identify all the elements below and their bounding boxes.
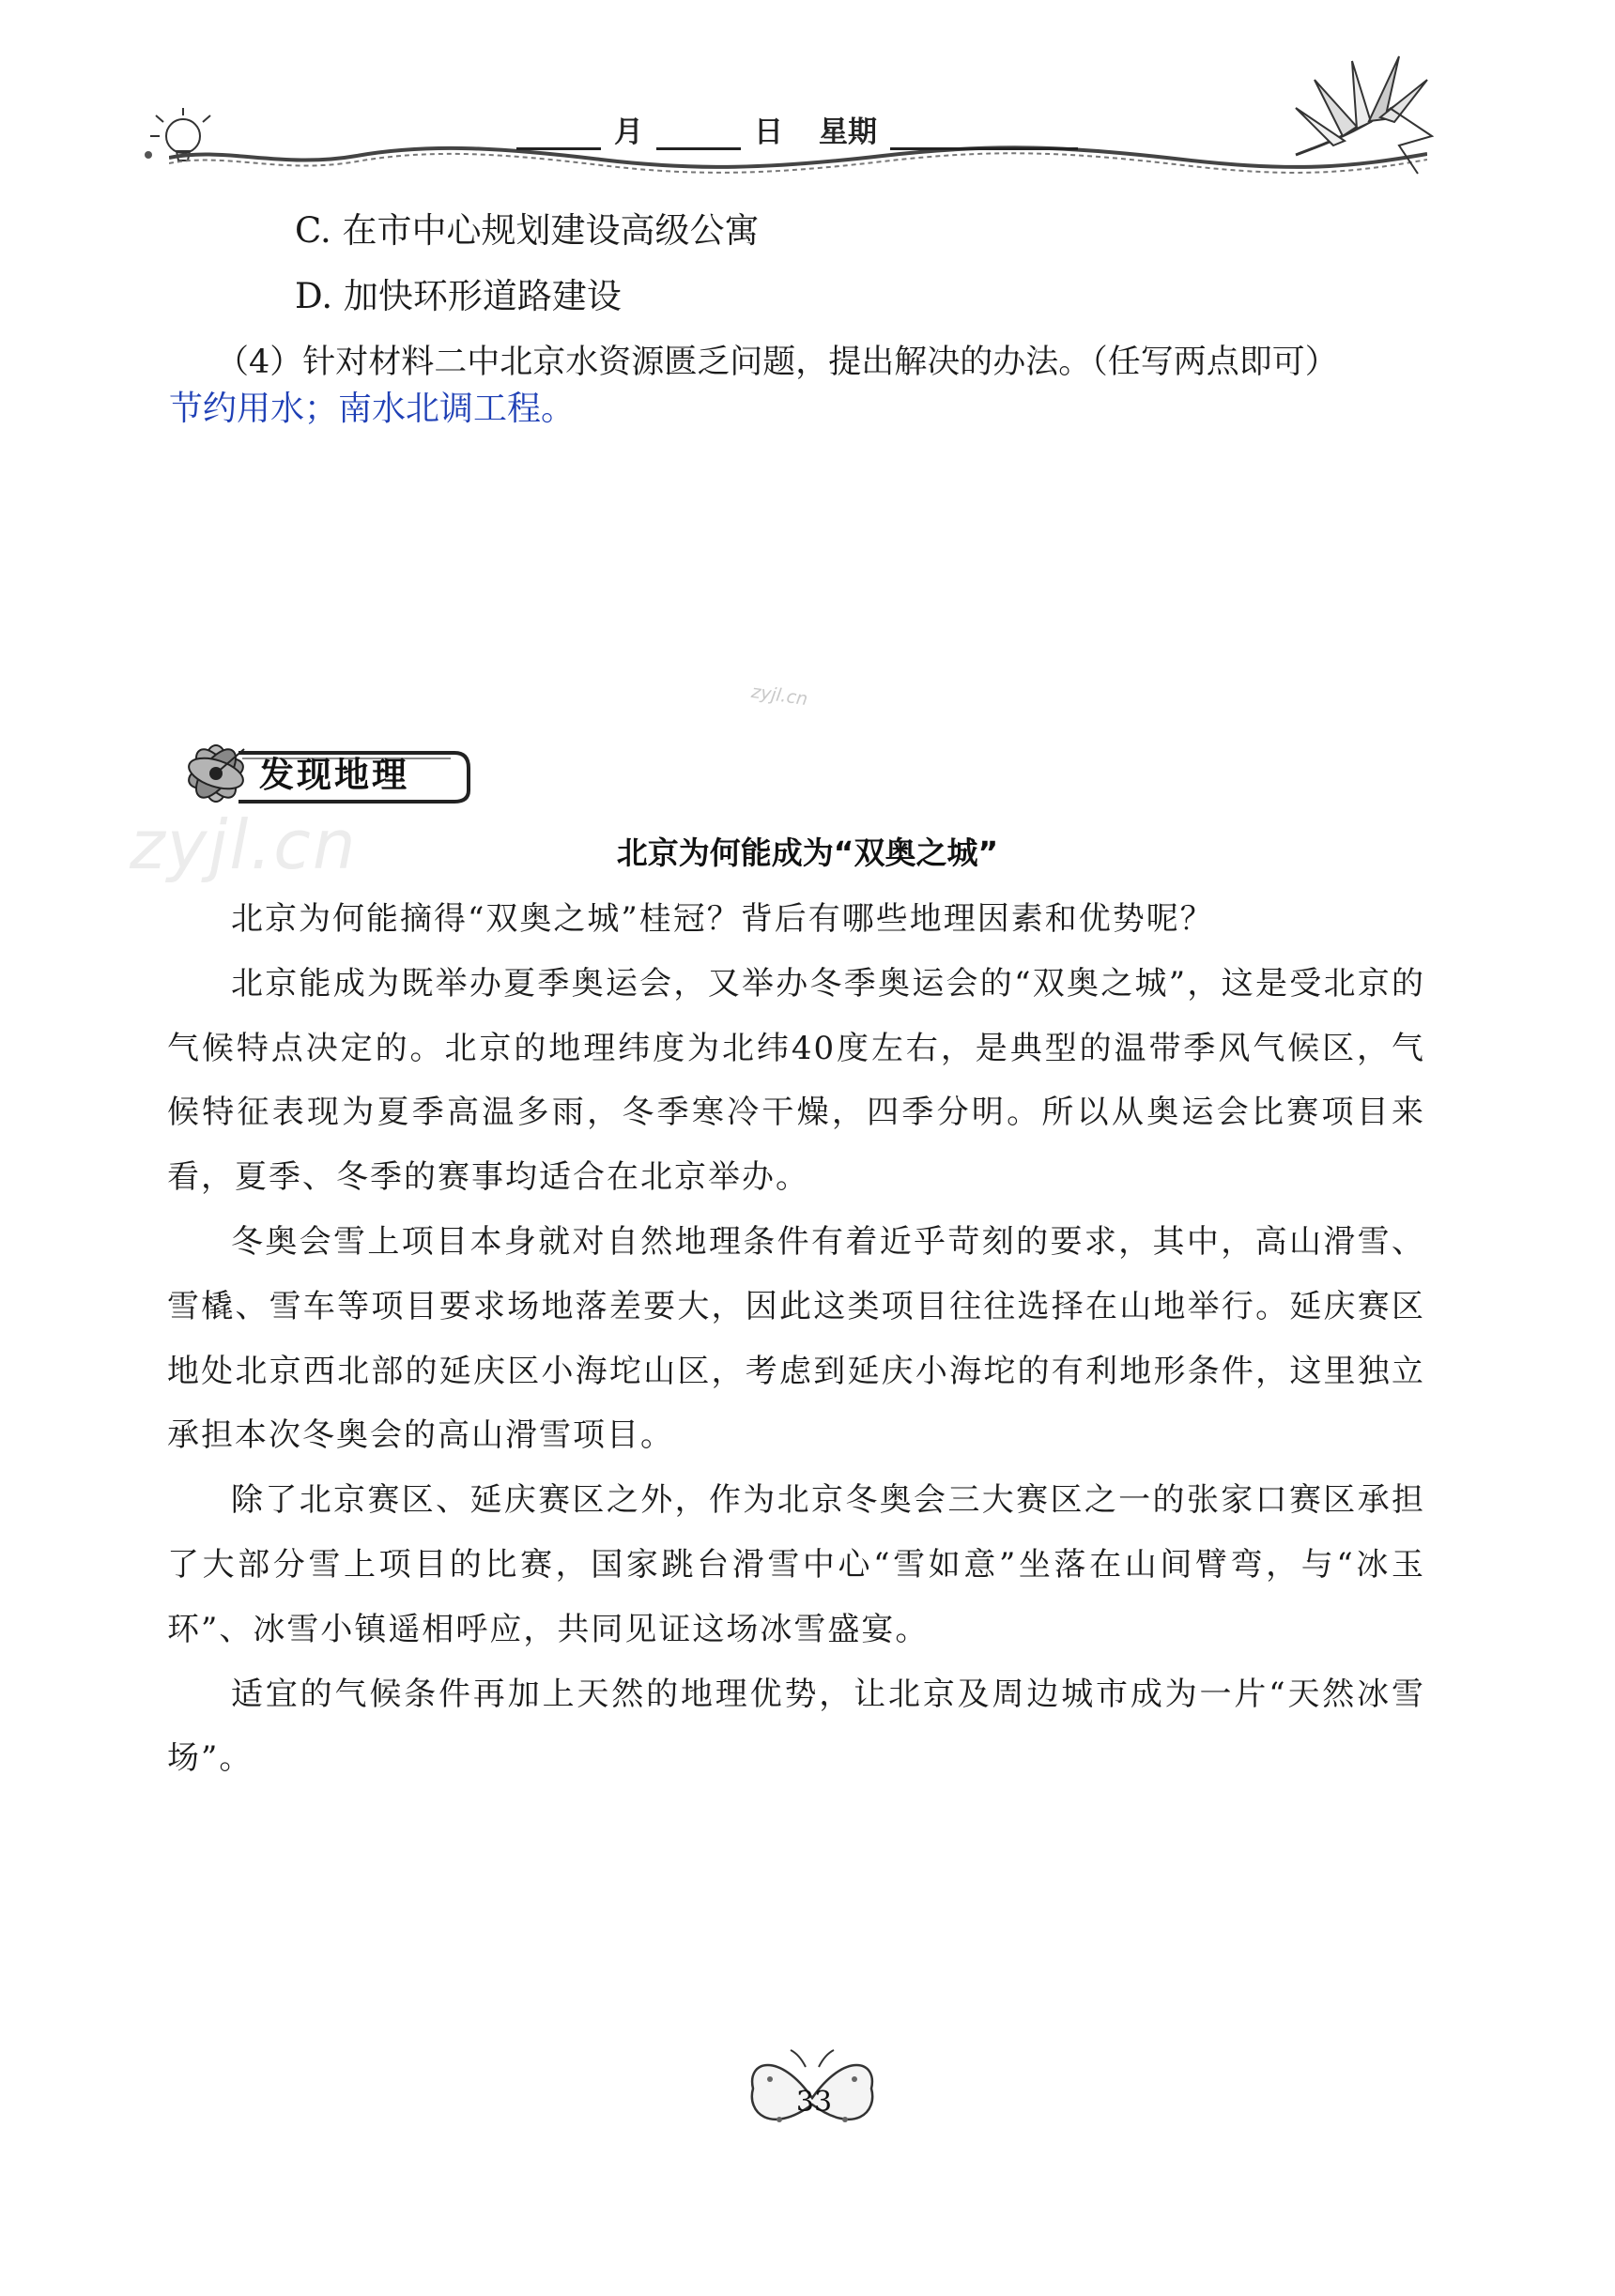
section-title: 发现地理 xyxy=(259,755,409,795)
article-paragraph: 冬奥会雪上项目本身就对自然地理条件有着近乎苛刻的要求，其中，高山滑雪、雪橇、雪车等项目要求场地落差要大，因此这类项目往往选择在山地举行。延庆赛区地处北京西北部的延庆区小海坨山区，考虑到延庆小海坨的有利地形条件，这里独立承担本次冬奥会的高山滑雪项目。 xyxy=(167,1222,1425,1455)
watermark-large: zyjl.cn xyxy=(130,805,358,884)
page-number: 33 xyxy=(795,2086,833,2119)
day-label: 日 xyxy=(754,115,783,149)
hibiscus-icon xyxy=(173,738,263,811)
article-body xyxy=(167,887,1425,1791)
article-paragraph: 北京能成为既举办夏季奥运会，又举办冬季奥运会的“双奥之城”，这是受北京的气候特点决定的。北京的地理纬度为北纬40度左右，是典型的温带季风气候区，气候特征表现为夏季高温多雨，冬季寒冷干燥，四季分明。所以从奥运会比赛项目来看，夏季、冬季的赛事均适合在北京举办。 xyxy=(167,964,1425,1197)
article-paragraph: 适宜的气候条件再加上天然的地理优势，让北京及周边城市成为一片“天然冰雪场”。 xyxy=(167,1675,1425,1778)
weekday-blank[interactable] xyxy=(890,115,1078,150)
month-label: 月 xyxy=(614,115,643,149)
day-blank[interactable] xyxy=(656,115,741,150)
flower-icon xyxy=(1277,52,1437,183)
weekday-label: 星期 xyxy=(819,115,877,149)
article-title: 北京为何能成为“双奥之城” xyxy=(616,834,999,871)
question-4: （4）针对材料二中北京水资源匮乏问题，提出解决的办法。（任写两点即可） xyxy=(216,344,1338,381)
article-paragraph: 北京为何能摘得“双奥之城”桂冠？背后有哪些地理因素和优势呢？ xyxy=(231,900,1214,938)
option-d: D. 加快环形道路建设 xyxy=(295,276,622,316)
date-fields xyxy=(516,103,1078,150)
article-paragraph: 除了北京赛区、延庆赛区之外，作为北京冬奥会三大赛区之一的张家口赛区承担了大部分雪上项目的比赛，国家跳台滑雪中心“雪如意”坐落在山间臂弯，与“冰玉环”、冰雪小镇遥相呼应，共同见证这场冰雪盛宴。 xyxy=(167,1481,1425,1648)
watermark-small: zyjl.cn xyxy=(749,681,809,711)
option-c: C. 在市中心规划建设高级公寓 xyxy=(295,210,760,251)
page-header xyxy=(0,0,1615,197)
month-blank[interactable] xyxy=(516,115,601,150)
section-badge xyxy=(173,742,473,807)
answer-text: 节约用水；南水北调工程。 xyxy=(169,390,576,428)
